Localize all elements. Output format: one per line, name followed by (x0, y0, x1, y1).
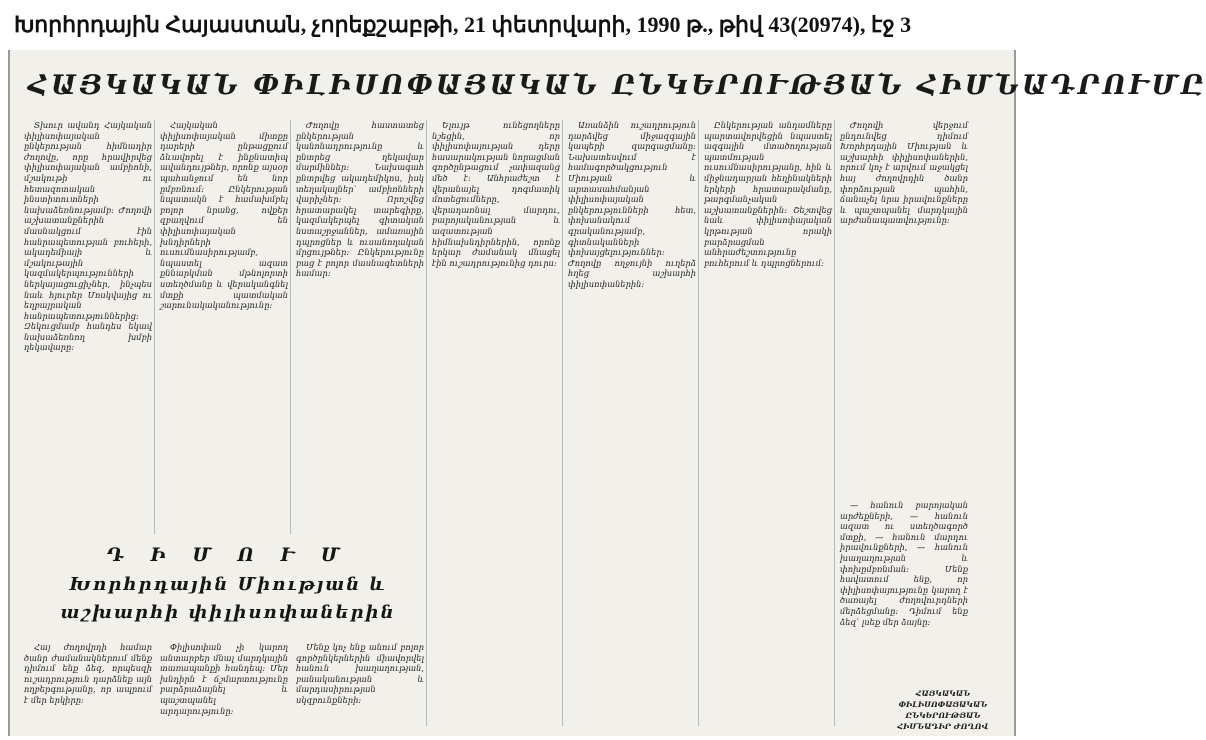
column-text: — հանուն բարոյական արժեքների, — հանուն ազատ ու ստեղծագործ մտքի, — հանուն մարդու իրավունքների, — հանուն խաղաղության և փոխըմբռնման։ Մենք հավատում ենք, որ փիլիսոփայությունը կարող է ծառայել ժողովուրդների մերձեցմանը։ Դիմում ենք ձեզ՝ լսեք մեր ձայնը։ (840, 500, 968, 627)
column-text: Հայկական փիլիսոփայական միտքը դարերի ընթացքում ձևավորել է ինքնատիպ ավանդույթներ, որոնք այսօր պահանջում են նոր ըմբռնում։ Ընկերության նպատակն է համախմբել բոլոր նրանց, ովքեր զբաղվում են փիլիսոփայական խնդիրների ուսումնասիրությամբ, նպաստել ազատ քննարկման մթնոլորտի ստեղծմանը և վերականգնել մտքի պատմական շարունակականությունը։ (160, 120, 288, 311)
column-text: Ժողովի վերջում ընդունվեց դիմում Խորհրդային Միության և աշխարհի փիլիսոփաներին, որում կոչ է արվում աջակցել հայ ժողովրդին ծանր փորձության պահին, ճանաչել նրա իրավունքները և պաշտպանել մարդկային արժանապատվությունը։ (840, 120, 968, 226)
column-text: Ընկերության անդամները պարտավորվեցին նպաստել ազգային մտածողության պատմության ուսումնասիրությանը, հին և միջնադարյան հեղինակների երկերի հրատարակմանը, թարգմանչական աշխատանքներին։ Շեշտվեց նաև փիլիսոփայական կրթության որակի բարձրացման անհրաժեշտությունը բուհերում և դպրոցներում։ (704, 120, 832, 268)
column-text: Հայ ժողովրդի համար ծանր ժամանակներում մենք դիմում ենք ձեզ, որպեսզի ուշադրություն դարձնեք այն ողբերգությանը, որ ապրում է մեր երկիրը։ (24, 642, 152, 705)
column-text: Ժողովը հաստատեց ընկերության կանոնադրությունը և ընտրեց ղեկավար մարմիններ։ Նախագահ ընտրվեց ակադեմիկոս, իսկ տեղակալներ՝ ամբիոնների վարիչներ։ Որոշվեց հրատարակել տարեգիրք, կազմակերպել գիտական նստաշրջաններ, ամառային դպրոցներ և ուսանողական մրցույթներ։ Ընկերությունը բաց է բոլոր մասնագետների համար։ (296, 120, 424, 279)
article-column-3 (296, 120, 424, 534)
newspaper-page-scan (8, 50, 1206, 736)
appeal-column-1 (24, 642, 152, 730)
signature-line: ԸՆԿԵՐՈՒԹՅԱՆ (905, 711, 981, 720)
appeal-title-line-2: աշխարհի փիլիսոփաներին (60, 602, 396, 623)
appeal-column-3 (296, 642, 424, 730)
appeal-subheadline (28, 542, 428, 638)
article-column-1 (24, 120, 152, 534)
column-divider (834, 120, 835, 726)
article-column-2 (160, 120, 288, 534)
column-text: Ելույթ ունեցողները նշեցին, որ փիլիսոփայության դերը հասարակության նորացման գործընթացում չափազանց մեծ է։ Անհրաժեշտ է վերանայել դոգմատիկ մոտեցումները, վերադառնալ մարդու, բարոյականության և ազատության հիմնախնդիրներին, որոնք երկար ժամանակ մնացել էին ուշադրությունից դուրս։ (432, 120, 560, 268)
column-text: Տխուր ավանդ Հայկական փիլիսոփայական ընկերության հիմնադիր ժողովը, որը հրավիրվեց փիլիսոփայական ամբիոնի, մշակութի ու հետազոտական ինստիտուտների նախաձեռնությամբ։ Ժողովի աշխատանքներին մասնակցում էին հանրապետության բուհերի, ակադեմիայի և մշակութային կազմակերպությունների ներկայացուցիչներ, ինչպես նաև հյուրեր Մոսկվայից ու եղբայրական հանրապետություններից։ Զեկուցմամբ հանդես եկավ նախաձեռնող խմբի ղեկավարը։ (24, 120, 152, 353)
appeal-title-line-1: Խորհրդային Միության և (69, 574, 387, 595)
signature-block (888, 688, 998, 732)
article-column-6 (704, 120, 832, 726)
column-text: Փիլիսոփան չի կարող անտարբեր մնալ մարդկային տառապանքի հանդեպ։ Մեր խնդիրն է ճշմարտությունը բարձրաձայնել և պաշտպանել արդարությունը։ (160, 642, 288, 716)
signature-line: ՓԻԼԻՍՈՓԱՅԱԿԱՆ (898, 700, 988, 709)
appeal-list-column (840, 500, 968, 680)
signature-line: ՀԱՅԿԱԿԱՆ (915, 689, 971, 698)
appeal-column-2 (160, 642, 288, 730)
main-headline: ՀԱՅԿԱԿԱՆ ՓԻԼԻՍՈՓԱՅԱԿԱՆ ԸՆԿԵՐՈՒԹՅԱՆ ՀԻՄՆԱԴՐՈՒՄԸ (28, 70, 1206, 101)
column-divider (154, 120, 155, 534)
appeal-kicker: Դ Ի Մ Ո Ւ Մ (106, 544, 350, 566)
column-divider (562, 120, 563, 726)
newspaper-masthead-line: Խորհրդային Հայաստան, չորեքշաբթի, 21 փետրվարի, 1990 թ., թիվ 43(20974), էջ 3 (14, 12, 912, 37)
article-column-4 (432, 120, 560, 726)
column-divider (290, 120, 291, 534)
column-text: Մենք կոչ ենք անում բոլոր գործընկերներին միավորվել հանուն խաղաղության, բանականության և մարդասիրության սկզբունքների։ (296, 642, 424, 705)
signature-line: ՀԻՄՆԱԴԻՐ ԺՈՂՈՎ (897, 722, 989, 731)
column-divider (698, 120, 699, 726)
article-column-5 (568, 120, 696, 726)
column-text: Առանձին ուշադրություն դարձվեց միջազգային կապերի զարգացմանը։ Նախատեսվում է համագործակցություն Միության և արտասահմանյան փիլիսոփայական ընկերությունների հետ, փոխանակում գրականությամբ, գիտնականների փոխայցելություններ։ Ժողովը ողջույնի ուղերձ հղեց աշխարհի փիլիսոփաներին։ (568, 120, 696, 289)
